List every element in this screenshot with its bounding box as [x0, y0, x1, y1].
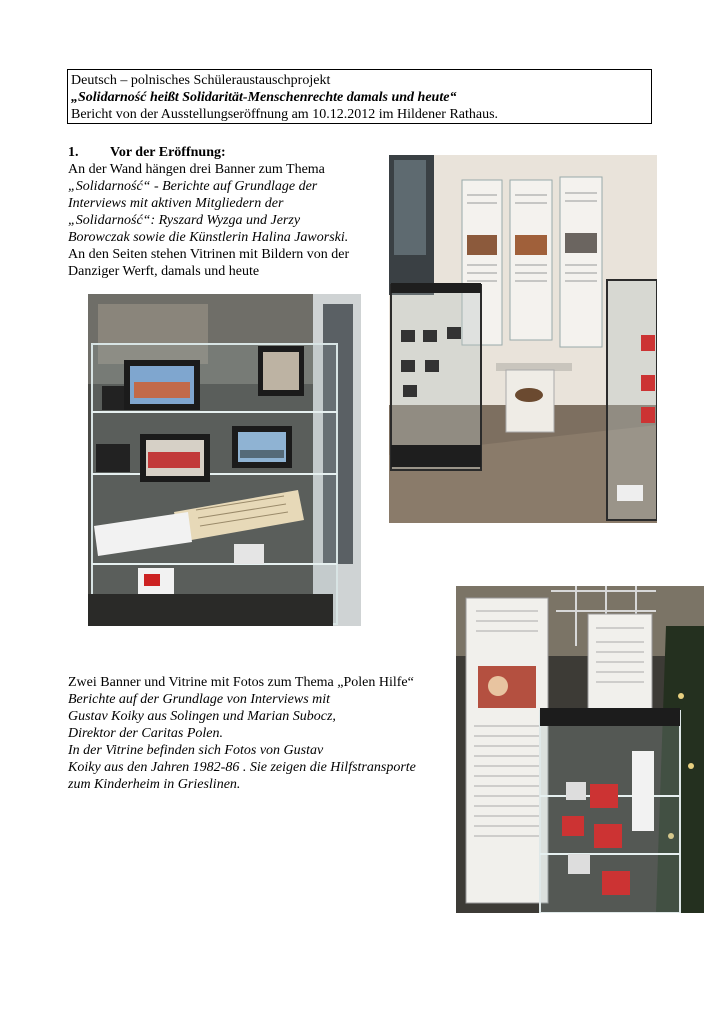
section1-line: An den Seiten stehen Vitrinen mit Bildern von der — [68, 247, 350, 262]
section1-text — [68, 144, 349, 280]
section2-text — [68, 674, 416, 793]
section2-line: Berichte auf der Grundlage von Interviews mit — [68, 692, 331, 707]
section1-line: An der Wand hängen drei Banner zum Thema — [68, 162, 325, 177]
section2-line: Zwei Banner und Vitrine mit Fotos zum Thema „Polen Hilfe“ — [68, 675, 414, 690]
section1-title: Vor der Eröffnung: — [110, 145, 226, 160]
document-header-box — [67, 69, 652, 124]
section2-line: zum Kinderheim in Grieslinen. — [68, 777, 241, 792]
section1-line: Interviews mit aktiven Mitgliedern der — [68, 196, 284, 211]
photo-vitrine-danzig — [88, 294, 361, 626]
photo-polen-hilfe — [456, 586, 704, 913]
section1-line: Borowczak sowie die Künstlerin Halina Jaworski. — [68, 230, 349, 245]
photo-exhibition-banners — [389, 155, 657, 523]
exhibition-title: „Solidarność heißt Solidarität-Menschenrechte damals und heute“ — [71, 90, 457, 105]
section1-number: 1. — [68, 145, 79, 160]
section1-line: Danziger Werft, damals und heute — [68, 264, 260, 279]
section2-line: Koiky aus den Jahren 1982-86 . Sie zeigen die Hilfstransporte — [68, 760, 416, 775]
section1-heading — [68, 144, 349, 161]
section1-line: „Solidarność“: Ryszard Wyzga und Jerzy — [68, 213, 301, 228]
project-title: Deutsch – polnisches Schüleraustauschprojekt — [71, 73, 331, 88]
report-subtitle: Bericht von der Ausstellungseröffnung am 10.12.2012 im Hildener Rathaus. — [71, 107, 499, 122]
section2-line: Direktor der Caritas Polen. — [68, 726, 224, 741]
section2-line: Gustav Koiky aus Solingen und Marian Subocz, — [68, 709, 336, 724]
section1-line: „Solidarność“ - Berichte auf Grundlage der — [68, 179, 318, 194]
section2-line: In der Vitrine befinden sich Fotos von Gustav — [68, 743, 324, 758]
